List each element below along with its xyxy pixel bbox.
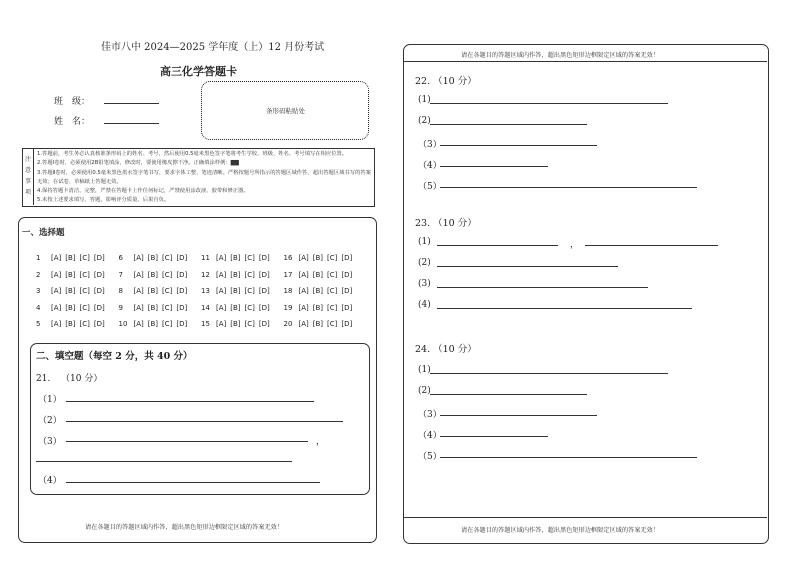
notice-item: 3.答题Ⅱ卷时，必须使用0.5毫米黑色墨水签字笔书写，要求字体工整、笔迹清晰。严格按题号所指示的答题区域作答，超出答题区域书写的答案无效；在试卷、草稿纸上答题无效。 (37, 169, 371, 185)
choice-option-bubble[interactable]: [A] (51, 287, 62, 295)
choice-question (36, 271, 119, 288)
choice-option-bubble[interactable]: [B] (312, 270, 324, 279)
q22-answer-line-2[interactable] (430, 124, 587, 125)
choice-question (119, 287, 202, 304)
q21-score: （10 分） (61, 374, 103, 384)
notice-side-char: 意 (24, 167, 31, 174)
choice-question-number: 9 (118, 303, 123, 312)
choice-option-bubble[interactable]: [A] (216, 320, 227, 328)
choice-option-bubble[interactable]: [D] (176, 287, 188, 295)
q24-answer-line-5[interactable] (440, 457, 697, 458)
notice-side-char: 项 (24, 189, 31, 196)
choice-option-bubble[interactable]: [B] (147, 270, 159, 279)
choice-option-bubble[interactable]: [C] (244, 254, 255, 262)
name-label: 姓 名： (54, 117, 91, 127)
choice-option-bubble[interactable]: [D] (258, 303, 270, 312)
choice-option-bubble[interactable]: [B] (65, 320, 76, 328)
q22-answer-line-1[interactable] (430, 103, 668, 104)
choice-question (119, 320, 202, 337)
choice-question (201, 254, 284, 271)
choice-question (284, 304, 367, 321)
q24-label: （3） (418, 410, 442, 420)
q21-item-label: （4） (38, 476, 62, 486)
q21-number: 21. (36, 374, 51, 384)
choice-option-bubble[interactable]: [A] (298, 254, 309, 262)
choice-option-bubble[interactable]: [C] (244, 320, 255, 328)
choice-option-bubble[interactable]: [C] (162, 287, 173, 295)
choice-question-number: 6 (118, 254, 123, 262)
q23-label: (4) (418, 300, 431, 310)
choice-option-bubble[interactable]: [B] (147, 303, 159, 312)
q24-label: （4） (418, 431, 442, 441)
choice-option-bubble[interactable]: [A] (298, 320, 309, 328)
q22-label: (1) (418, 95, 431, 105)
choice-grid (36, 254, 366, 338)
choice-option-bubble[interactable]: [D] (93, 287, 105, 295)
choice-option-bubble[interactable]: [A] (133, 254, 144, 262)
choice-option-bubble[interactable]: [A] (51, 303, 62, 312)
choice-option-bubble[interactable]: [B] (65, 270, 76, 279)
choice-option-bubble[interactable]: [C] (327, 320, 338, 328)
choice-question (284, 271, 367, 288)
notice-item: 5.未按上述要求填写、答题，影响评分质量，后果自负。 (37, 197, 170, 204)
q22-title: 22. （10 分） (415, 76, 477, 87)
choice-question-number: 17 (283, 270, 293, 279)
choice-row (36, 304, 366, 321)
choice-option-bubble[interactable]: [D] (341, 287, 353, 295)
choice-section-title: 一、选择题 (22, 228, 65, 238)
choice-option-bubble[interactable]: [B] (230, 287, 241, 295)
choice-question (201, 271, 284, 288)
choice-option-bubble[interactable]: [D] (258, 287, 270, 295)
choice-option-bubble[interactable]: [A] (216, 254, 227, 262)
choice-question (36, 304, 119, 321)
choice-option-bubble[interactable]: [D] (341, 254, 353, 262)
choice-question (119, 254, 202, 271)
choice-question (284, 254, 367, 271)
choice-option-bubble[interactable]: [C] (79, 287, 90, 295)
q21-item-label: （2） (38, 416, 62, 426)
choice-question (201, 287, 284, 304)
choice-question (201, 304, 284, 321)
choice-option-bubble[interactable]: [B] (65, 254, 76, 262)
choice-option-bubble[interactable]: [D] (341, 270, 353, 279)
notice-divider (33, 148, 34, 205)
q22-label: (2) (418, 116, 431, 126)
choice-option-bubble[interactable]: [B] (147, 254, 159, 262)
choice-option-bubble[interactable]: [B] (230, 254, 241, 262)
q23-answer-line-4[interactable] (437, 308, 692, 309)
q21-answer-line-3a[interactable] (66, 441, 308, 442)
choice-option-bubble[interactable]: [A] (298, 270, 309, 279)
choice-option-bubble[interactable]: [B] (65, 303, 76, 312)
choice-question-number: 12 (201, 270, 210, 279)
q21-item-label: （3） (38, 437, 62, 447)
choice-option-bubble[interactable]: [B] (230, 320, 241, 328)
exam-title: 佳市八中 2024—2025 学年度（上）12 月份考试 (101, 42, 325, 53)
q23-title: 23. （10 分） (415, 218, 477, 229)
choice-option-bubble[interactable]: [A] (216, 303, 227, 312)
sheet-title: 高三化学答题卡 (160, 65, 237, 78)
choice-option-bubble[interactable]: [D] (258, 254, 270, 262)
choice-question-number: 13 (201, 287, 210, 295)
class-label: 班 级： (54, 97, 91, 107)
q23-label: (2) (418, 258, 431, 268)
choice-question-number: 2 (36, 270, 41, 279)
choice-question (201, 320, 284, 337)
choice-option-bubble[interactable]: [C] (244, 270, 255, 279)
notice-side-label (24, 154, 32, 198)
q22-answer-line-4[interactable] (440, 166, 548, 167)
choice-option-bubble[interactable]: [A] (51, 270, 62, 279)
choice-option-bubble[interactable]: [B] (312, 287, 324, 295)
choice-option-bubble[interactable]: [D] (93, 270, 105, 279)
choice-option-bubble[interactable]: [A] (133, 303, 144, 312)
notice-item: 4.保持答题卡清洁、完整，严禁在答题卡上作任何标记，严禁使用涂改液、胶带和修正器。 (37, 188, 249, 195)
choice-question (119, 271, 202, 288)
q24-label: (1) (418, 365, 431, 375)
q23-answer-line-1a[interactable] (437, 245, 558, 246)
q22-answer-line-3[interactable] (440, 145, 597, 146)
choice-row (36, 271, 366, 288)
choice-option-bubble[interactable]: [A] (51, 254, 62, 262)
choice-option-bubble[interactable]: [C] (327, 287, 338, 295)
choice-question (284, 287, 367, 304)
q24-answer-line-2[interactable] (430, 394, 587, 395)
q23-label: (3) (418, 279, 431, 289)
notice-side-char: 注 (24, 156, 31, 163)
choice-option-bubble[interactable]: [D] (258, 270, 270, 279)
choice-option-bubble[interactable]: [D] (176, 270, 188, 279)
q21-answer-line-1[interactable] (66, 401, 314, 402)
choice-question-number: 15 (201, 320, 210, 328)
choice-option-bubble[interactable]: [B] (312, 320, 324, 328)
q21-comma: ， (316, 437, 326, 447)
choice-question-number: 10 (118, 320, 128, 328)
choice-option-bubble[interactable]: [C] (162, 254, 173, 262)
choice-question-number: 18 (283, 287, 293, 295)
choice-option-bubble[interactable]: [C] (162, 303, 173, 312)
choice-option-bubble[interactable]: [C] (327, 303, 338, 312)
right-header-divider (403, 61, 767, 62)
choice-option-bubble[interactable]: [A] (216, 287, 227, 295)
q23-answer-line-1b[interactable] (585, 245, 718, 246)
q24-label: （5） (418, 452, 442, 462)
choice-question (36, 320, 119, 337)
choice-question-number: 19 (283, 303, 293, 312)
choice-option-bubble[interactable]: [C] (79, 320, 90, 328)
choice-question-number: 5 (36, 320, 41, 328)
choice-option-bubble[interactable]: [D] (176, 303, 188, 312)
q23-answer-line-2[interactable] (437, 266, 618, 267)
q24-label: (2) (418, 386, 431, 396)
q21-item-label: （1） (38, 395, 62, 405)
choice-option-bubble[interactable]: [C] (162, 270, 173, 279)
choice-question-number: 8 (118, 287, 123, 295)
choice-option-bubble[interactable]: [D] (341, 320, 353, 328)
choice-option-bubble[interactable]: [B] (312, 254, 324, 262)
choice-question-number: 3 (36, 287, 41, 295)
choice-question-number: 14 (201, 303, 210, 312)
choice-option-bubble[interactable]: [C] (79, 270, 90, 279)
choice-question (36, 254, 119, 271)
choice-question-number: 16 (283, 254, 293, 262)
choice-option-bubble[interactable]: [B] (147, 287, 159, 295)
choice-row (36, 320, 366, 337)
choice-option-bubble[interactable]: [A] (298, 303, 309, 312)
choice-option-bubble[interactable]: [C] (79, 254, 90, 262)
choice-row (36, 254, 366, 271)
choice-option-bubble[interactable]: [C] (244, 287, 255, 295)
q22-label: （5） (418, 182, 442, 192)
choice-question-number: 20 (283, 320, 293, 328)
choice-option-bubble[interactable]: [D] (93, 254, 105, 262)
q21-answer-line-3b[interactable] (36, 461, 292, 462)
choice-option-bubble[interactable]: [C] (79, 303, 90, 312)
q21-answer-line-2[interactable] (66, 421, 343, 422)
choice-option-bubble[interactable]: [D] (176, 254, 188, 262)
right-header-note: 请在各题目的答题区域内作答，超出黑色矩形边框限定区域的答案无效！ (461, 52, 659, 59)
q24-answer-line-1[interactable] (430, 373, 668, 374)
choice-question-number: 7 (118, 270, 123, 279)
q23-answer-line-3[interactable] (437, 287, 648, 288)
choice-option-bubble[interactable]: [B] (312, 303, 324, 312)
choice-option-bubble[interactable]: [C] (327, 254, 338, 262)
q23-label: (1) (418, 237, 431, 247)
q21-answer-line-4[interactable] (66, 482, 320, 483)
choice-question-number: 11 (201, 254, 210, 262)
fill-section-box (30, 343, 370, 495)
choice-option-bubble[interactable]: [C] (162, 320, 173, 328)
choice-option-bubble[interactable]: [B] (147, 320, 159, 328)
name-field[interactable] (104, 123, 159, 124)
choice-option-bubble[interactable]: [C] (327, 270, 338, 279)
q24-title: 24. （10 分） (415, 344, 477, 355)
q22-label: （4） (418, 161, 442, 171)
choice-option-bubble[interactable]: [C] (244, 303, 255, 312)
q22-label: （3） (418, 140, 442, 150)
class-field[interactable] (104, 103, 159, 104)
choice-option-bubble[interactable]: [A] (216, 270, 227, 279)
right-footer-note: 请在各题目的答题区域内作答，超出黑色矩形边框限定区域的答案无效！ (461, 527, 659, 534)
left-footer-note: 请在各题目的答题区域内作答，超出黑色矩形边框限定区域的答案无效！ (85, 524, 283, 531)
choice-option-bubble[interactable]: [A] (133, 287, 144, 295)
notice-list (37, 150, 371, 206)
choice-option-bubble[interactable]: [A] (51, 320, 62, 328)
choice-question (119, 304, 202, 321)
choice-option-bubble[interactable]: [A] (133, 270, 144, 279)
barcode-label: 条形码粘贴处 (266, 107, 305, 115)
choice-option-bubble[interactable]: [D] (341, 303, 353, 312)
choice-option-bubble[interactable]: [D] (93, 303, 105, 312)
choice-option-bubble[interactable]: [D] (93, 320, 105, 328)
choice-option-bubble[interactable]: [B] (230, 303, 241, 312)
choice-option-bubble[interactable]: [B] (230, 270, 241, 279)
choice-option-bubble[interactable]: [A] (133, 320, 144, 328)
choice-question (36, 287, 119, 304)
notice-item: 2.答题Ⅰ卷时，必须使用2B铅笔填涂，修改时，要使用橡皮擦干净。正确填涂样例：▇▇ (37, 160, 239, 167)
notice-item: 1.答题前，考生务必认真核准条形码上的姓名、考号，然后使用0.5毫米黑色签字笔将考生学校、班级、姓名、考号填写在相应位置。 (37, 151, 348, 157)
right-answer-box (403, 44, 769, 544)
q23-comma: ， (570, 240, 580, 250)
choice-question-number: 1 (36, 254, 41, 262)
choice-question (284, 320, 367, 337)
q22-answer-line-5[interactable] (440, 187, 697, 188)
fill-section-title: 二、填空题（每空 2 分，共 40 分） (36, 351, 193, 362)
choice-question-number: 4 (36, 303, 41, 312)
choice-option-bubble[interactable]: [D] (176, 320, 188, 328)
q24-answer-line-3[interactable] (440, 415, 597, 416)
notice-side-char: 事 (24, 178, 31, 185)
choice-option-bubble[interactable]: [A] (298, 287, 309, 295)
right-footer-divider (403, 517, 767, 518)
choice-option-bubble[interactable]: [D] (258, 320, 270, 328)
choice-option-bubble[interactable]: [B] (65, 287, 76, 295)
q24-answer-line-4[interactable] (440, 436, 548, 437)
choice-row (36, 287, 366, 304)
